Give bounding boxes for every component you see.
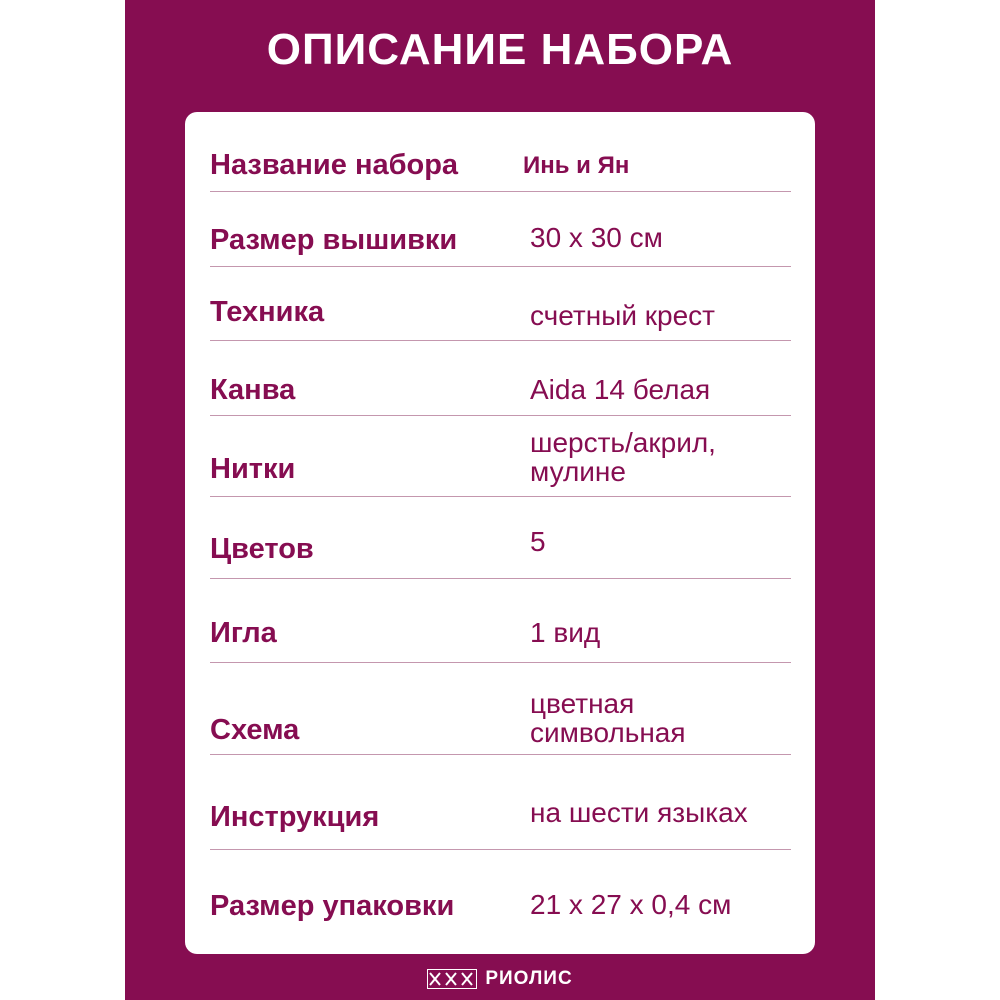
row-value: 1 вид — [530, 617, 601, 648]
row-value-line2: символьная — [530, 717, 686, 748]
row-label: Игла — [210, 617, 277, 649]
row-label: Инструкция — [210, 801, 380, 833]
row-label: Размер упаковки — [210, 890, 455, 922]
row-value-line2: мулине — [530, 456, 626, 487]
row-value: 5 — [530, 526, 546, 557]
row-value-line1: шерсть/акрил, — [530, 427, 716, 458]
footer — [125, 958, 875, 1000]
row-label: Нитки — [210, 453, 296, 485]
row-value: счетный крест — [530, 300, 715, 331]
row-label: Название набора — [210, 149, 459, 181]
row-separator — [210, 415, 791, 416]
row-separator — [210, 662, 791, 663]
row-label: Схема — [210, 714, 300, 746]
row-value: Инь и Ян — [523, 152, 630, 179]
row-separator — [210, 754, 791, 755]
row-separator — [210, 266, 791, 267]
riolis-logo-icon — [427, 969, 477, 989]
row-separator — [210, 578, 791, 579]
row-label: Канва — [210, 374, 296, 406]
row-label: Цветов — [210, 533, 314, 565]
brand-name: РИОЛИС — [485, 968, 573, 989]
row-value-line1: цветная — [530, 688, 635, 719]
description-card — [185, 112, 815, 954]
row-value: на шести языках — [530, 797, 748, 828]
row-separator — [210, 340, 791, 341]
row-separator — [210, 849, 791, 850]
row-value: 21 х 27 х 0,4 см — [530, 889, 732, 920]
row-separator — [210, 496, 791, 497]
row-value: Aida 14 белая — [530, 374, 711, 405]
row-label: Техника — [210, 296, 325, 328]
row-label: Размер вышивки — [210, 224, 458, 256]
row-value: 30 х 30 см — [530, 222, 663, 253]
row-separator — [210, 191, 791, 192]
page-title: ОПИСАНИЕ НАБОРА — [266, 25, 734, 74]
